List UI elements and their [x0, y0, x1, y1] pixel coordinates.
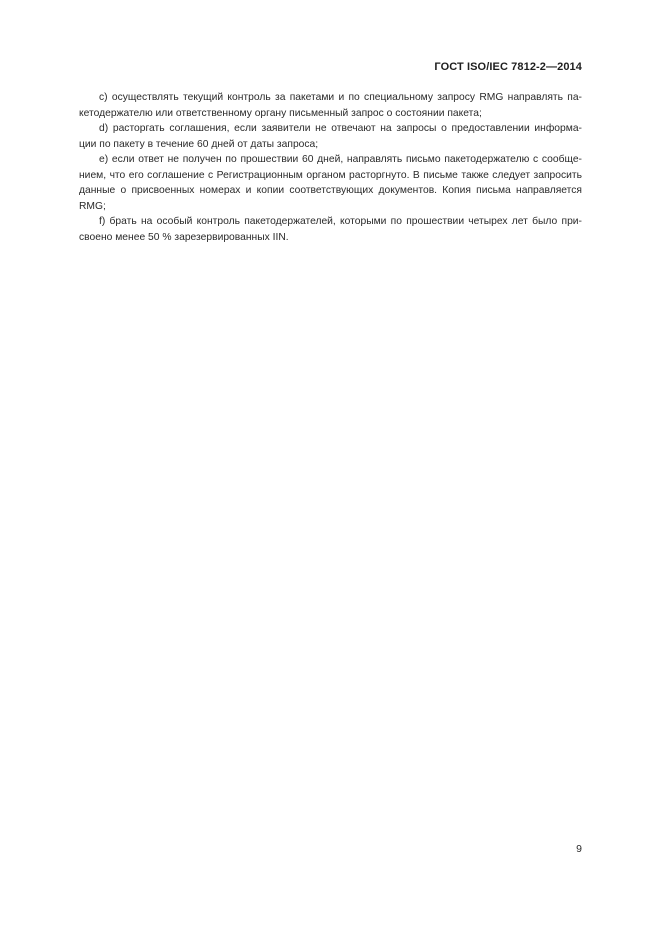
text-line: кетодержателю или ответственному органу письменный запрос о состоянии пакета; [79, 107, 482, 119]
standard-header: ГОСТ ISO/IEC 7812-2—2014 [434, 61, 582, 73]
page-number: 9 [576, 843, 582, 855]
text-line: d) расторгать соглашения, если заявители не отвечают на запросы о предоставлении информа- [99, 123, 582, 134]
paragraph-f [79, 214, 582, 245]
text-line: своено менее 50 % зарезервированных IIN. [79, 231, 289, 243]
paragraph-e [79, 152, 582, 214]
paragraph-c [79, 90, 582, 121]
text-line: e) если ответ не получен по прошествии 60 дней, направлять письмо пакетодержателю с сообще- [99, 154, 582, 165]
text-line: f) брать на особый контроль пакетодержателей, которыми по прошествии четырех лет было при- [99, 216, 582, 227]
text-line: нием, что его соглашение с Регистрационным органом расторгнуто. В письме также следует запросить [79, 169, 582, 181]
text-line: ции по пакету в течение 60 дней от даты запроса; [79, 138, 319, 150]
paragraph-d [79, 121, 582, 152]
text-line: данные о присвоенных номерах и копии соответствующих документов. Копия письма направляется [79, 185, 582, 196]
body-text [79, 90, 582, 245]
text-line: RMG; [79, 200, 106, 212]
text-line: c) осуществлять текущий контроль за пакетами и по специальному запросу RMG направлять па- [99, 92, 582, 103]
